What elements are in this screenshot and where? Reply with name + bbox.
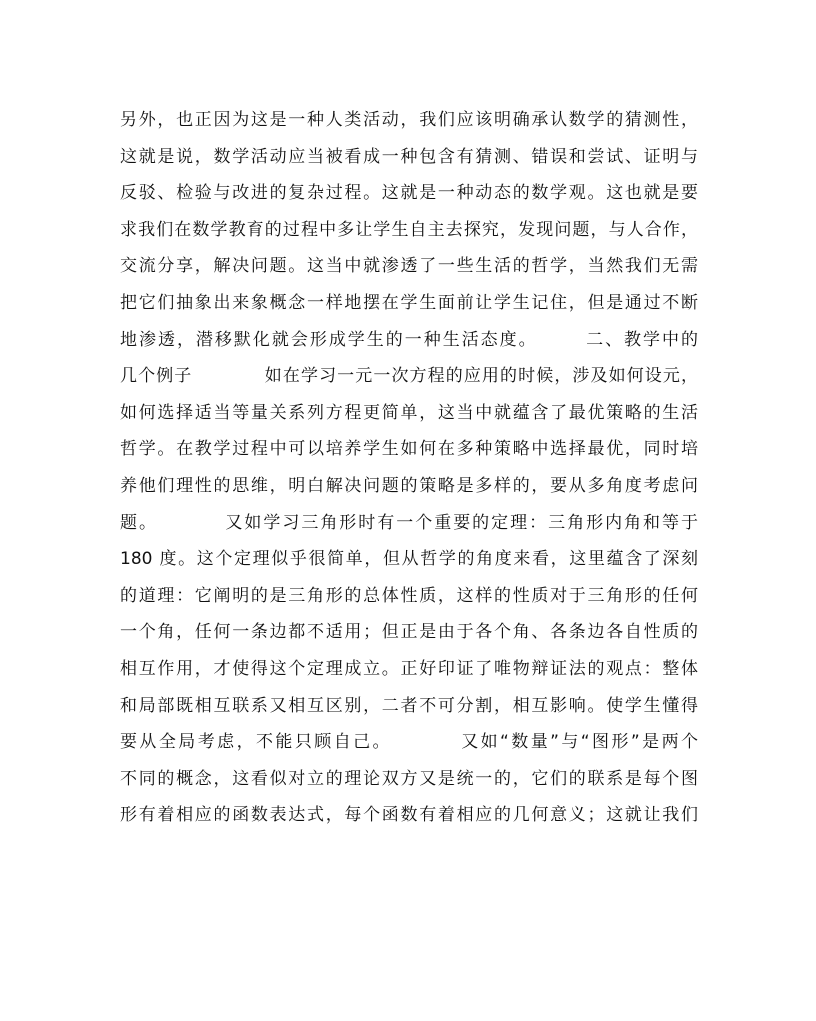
text-line: 把它们抽象出来象概念一样地摆在学生面前让学生记住，但是通过不断 xyxy=(120,292,698,313)
text-line: 几个例子 如在学习一元一次方程的应用的时候，涉及如何设元， xyxy=(120,366,698,387)
body-text xyxy=(120,102,698,834)
text-line: 交流分享，解决问题。这当中就渗透了一些生活的哲学，当然我们无需 xyxy=(120,256,698,277)
text-line: 题。 又如学习三角形时有一个重要的定理：三角形内角和等于 xyxy=(120,512,698,533)
text-line: 一个角，任何一条边都不适用；但正是由于各个角、各条边各自性质的 xyxy=(120,622,698,643)
text-line: 哲学。在教学过程中可以培养学生如何在多种策略中选择最优，同时培 xyxy=(120,439,698,460)
text-line: 求我们在数学教育的过程中多让学生自主去探究，发现问题，与人合作， xyxy=(120,219,698,240)
text-line: 这就是说，数学活动应当被看成一种包含有猜测、错误和尝试、证明与 xyxy=(120,146,698,167)
text-line: 形有着相应的函数表达式，每个函数有着相应的几何意义；这就让我们 xyxy=(120,805,698,826)
text-line: 相互作用，才使得这个定理成立。正好印证了唯物辩证法的观点：整体 xyxy=(120,658,698,679)
text-line: 要从全局考虑，不能只顾自己。 又如“数量”与“图形”是两个 xyxy=(120,732,698,753)
text-line: 地渗透，潜移默化就会形成学生的一种生活态度。 二、教学中的 xyxy=(120,329,698,350)
text-line: 反驳、检验与改进的复杂过程。这就是一种动态的数学观。这也就是要 xyxy=(120,183,698,204)
text-line: 的道理：它阐明的是三角形的总体性质，这样的性质对于三角形的任何 xyxy=(120,585,698,606)
text-line: 和局部既相互联系又相互区别，二者不可分割，相互影响。使学生懂得 xyxy=(120,695,698,716)
text-line: 另外，也正因为这是一种人类活动，我们应该明确承认数学的猜测性， xyxy=(120,110,698,130)
text-line: 养他们理性的思维，明白解决问题的策略是多样的，要从多角度考虑问 xyxy=(120,475,698,496)
text-line: 180 度。这个定理似乎很简单，但从哲学的角度来看，这里蕴含了深刻 xyxy=(120,549,698,570)
text-line: 如何选择适当等量关系列方程更简单，这当中就蕴含了最优策略的生活 xyxy=(120,402,698,423)
text-line: 不同的概念，这看似对立的理论双方又是统一的，它们的联系是每个图 xyxy=(120,768,698,789)
